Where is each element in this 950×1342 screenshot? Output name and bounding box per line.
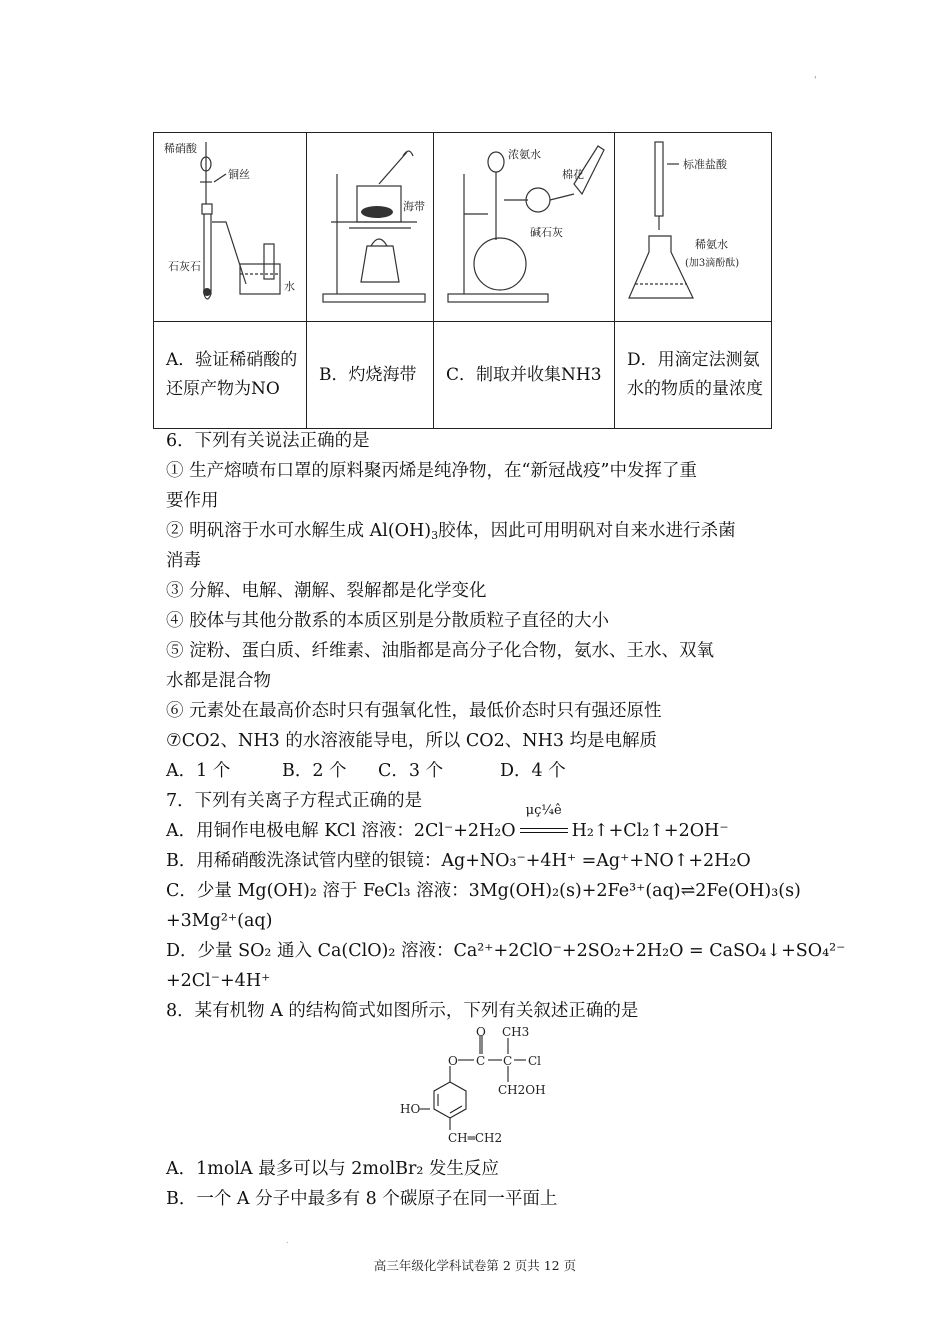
q6-statement-4: ④ 胶体与其他分散系的本质区别是分散质粒子直径的大小	[166, 611, 610, 631]
q6-statement-7: ⑦CO2、NH3 的水溶液能导电，所以 CO2、NH3 均是电解质	[166, 731, 658, 751]
group-vinyl: CH═CH2	[448, 1131, 503, 1145]
q6-s2-sub: 3	[431, 529, 439, 542]
atom-c-quaternary: C	[503, 1054, 513, 1068]
label-copper-wire: 铜丝	[228, 168, 250, 181]
corner-mark: '	[814, 76, 817, 86]
compound-a-structure	[398, 1024, 558, 1150]
dot-mark: .	[286, 1236, 289, 1245]
q8-option-a: A．1molA 最多可以与 2molBr₂ 发生反应	[166, 1159, 499, 1179]
caption-d: D．用滴定法测氨水的物质的量浓度	[615, 322, 772, 429]
group-ho: HO	[400, 1102, 421, 1116]
atom-o-ester: O	[448, 1054, 458, 1068]
q6-options	[166, 756, 796, 786]
label-dilute-ammonia: 稀氨水	[695, 238, 728, 251]
q6-statement-5: ⑤ 淀粉、蛋白质、纤维素、油脂都是高分子化合物，氨水、王水、双氧	[166, 641, 715, 661]
question-block	[166, 426, 846, 1026]
q7-option-d-cont: +2Cl⁻+4H⁺	[166, 971, 271, 991]
apparatus-a-image	[154, 133, 307, 322]
q6-statement-3: ③ 分解、电解、潮解、裂解都是化学变化	[166, 581, 487, 601]
q7-a-right: H₂↑+Cl₂↑+2OH⁻	[571, 821, 729, 841]
atom-o-carbonyl: O	[476, 1025, 486, 1039]
label-indicator: (加3滴酚酞)	[685, 258, 740, 269]
label-water: 水	[284, 280, 295, 293]
label-seaweed: 海带	[403, 200, 425, 213]
caption-a: A．验证稀硝酸的还原产物为NO	[154, 322, 307, 429]
q6-statement-2	[166, 516, 796, 546]
apparatus-a-drawing	[154, 134, 304, 320]
label-conc-ammonia: 浓氨水	[508, 148, 541, 161]
q6-statement-5-cont: 水都是混合物	[166, 671, 271, 691]
page-footer: 高三年级化学科试卷第 2 页共 12 页	[373, 1258, 577, 1273]
q7-option-b: B．用稀硝酸洗涤试管内壁的银镜：Ag+NO₃⁻+4H⁺ =Ag⁺+NO↑+2H₂O	[166, 851, 751, 871]
apparatus-d-drawing	[615, 134, 769, 320]
q7-stem: 7．下列有关离子方程式正确的是	[166, 791, 423, 811]
caption-b: B．灼烧海带	[307, 322, 434, 429]
q6-s2-pre: ② 明矾溶于水可水解生成 Al(OH)	[166, 521, 432, 541]
q7-option-c: C．少量 Mg(OH)₂ 溶于 FeCl₃ 溶液：3Mg(OH)₂(s)+2Fe³⁺(aq)⇌2Fe(OH)₃(s)	[166, 881, 801, 901]
q7-option-c-cont: +3Mg²⁺(aq)	[166, 911, 273, 931]
q6-s2-post: 胶体，因此可用明矾对自来水进行杀菌	[438, 521, 736, 541]
group-ch3: CH3	[502, 1025, 530, 1039]
apparatus-b-image	[307, 133, 434, 322]
q6-stem: 6．下列有关说法正确的是	[166, 431, 370, 451]
label-dilute-nitric: 稀硝酸	[164, 142, 197, 155]
q7-a-left: A．用铜作电极电解 KCl 溶液：2Cl⁻+2H₂O	[166, 821, 516, 841]
group-ch2oh: CH2OH	[498, 1083, 546, 1097]
label-limestone: 石灰石	[168, 260, 201, 273]
q8-options	[166, 1154, 557, 1214]
apparatus-table	[153, 132, 772, 429]
label-cotton: 棉花	[562, 168, 584, 181]
label-standard-hcl: 标准盐酸	[683, 158, 727, 171]
q7-option-a	[166, 803, 796, 846]
apparatus-c-image	[434, 133, 615, 322]
q6-statement-2-cont: 消毒	[166, 551, 201, 571]
atom-cl: Cl	[528, 1054, 542, 1068]
q6-statement-6: ⑥ 元素处在最高价态时只有强氧化性，最低价态时只有强还原性	[166, 701, 662, 721]
apparatus-c-drawing	[434, 134, 612, 320]
q8-stem: 8．某有机物 A 的结构简式如图所示，下列有关叙述正确的是	[166, 1001, 639, 1021]
q8-option-b: B．一个 A 分子中最多有 8 个碳原子在同一平面上	[166, 1189, 558, 1209]
q6-option-d: D．4 个	[500, 761, 566, 781]
q6-statement-1: ① 生产熔喷布口罩的原料聚丙烯是纯净物，在“新冠战疫”中发挥了重	[166, 461, 697, 481]
electrolysis-sign	[518, 803, 570, 838]
electrolysis-condition: μç¼ê	[525, 803, 562, 818]
q6-option-b: B．2 个	[282, 761, 347, 781]
caption-c: C．制取并收集NH3	[434, 322, 615, 429]
q7-option-d: D．少量 SO₂ 通入 Ca(ClO)₂ 溶液：Ca²⁺+2ClO⁻+2SO₂+2H₂O = CaSO₄↓+SO₄²⁻	[166, 941, 846, 961]
apparatus-b-drawing	[307, 134, 431, 320]
q6-option-a: A．1 个	[166, 761, 231, 781]
q6-statement-1-cont: 要作用	[166, 491, 219, 511]
q6-option-c: C．3 个	[378, 761, 444, 781]
apparatus-d-image	[615, 133, 772, 322]
label-soda-lime: 碱石灰	[530, 226, 563, 239]
atom-c-carbonyl: C	[476, 1054, 486, 1068]
